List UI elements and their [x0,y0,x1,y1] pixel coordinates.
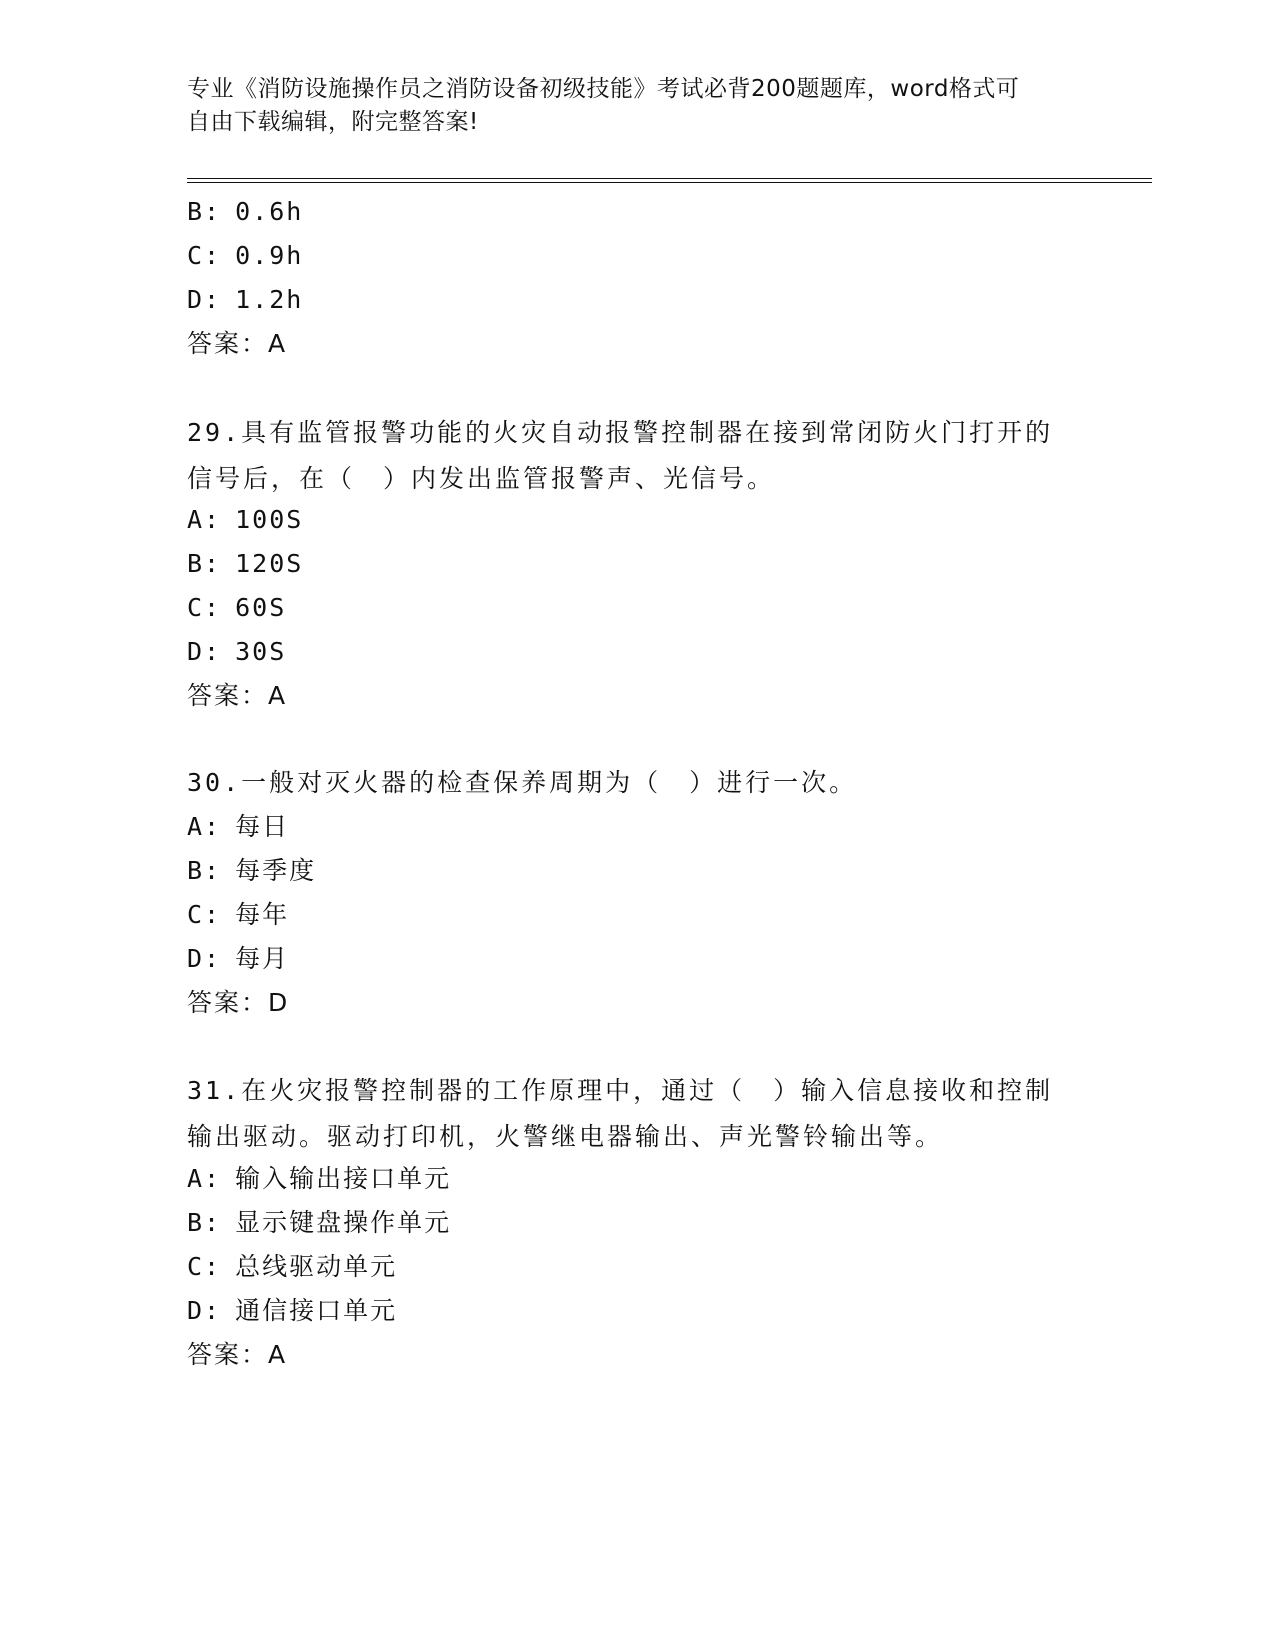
option-label: D: [187,637,222,666]
question-text-line: 信号后，在（ ）内发出监管报警声、光信号。 [187,464,776,493]
question-text-line: 29.具有监管报警功能的火灾自动报警控制器在接到常闭防火门打开的 [187,418,1054,447]
option-b [187,549,303,579]
question-text-line: 30.一般对灭火器的检查保养周期为（ ）进行一次。 [187,768,858,797]
option-text: 60S [235,593,287,622]
option-label: D: [187,1296,222,1325]
header-line-1: 专业《消防设施操作员之消防设备初级技能》考试必背200题题库，word格式可 [187,76,1020,102]
option-d [187,285,303,315]
option-text: 1.2h [235,285,304,314]
option-b [187,856,316,886]
option-label: D: [187,944,222,973]
option-label: A: [187,505,222,534]
option-text: 每日 [235,812,290,841]
option-label: C: [187,900,222,929]
option-label: A: [187,812,222,841]
option-text: 100S [235,505,304,534]
question-text-line: 输出驱动。驱动打印机，火警继电器输出、声光警铃输出等。 [187,1122,944,1151]
option-text: 显示键盘操作单元 [235,1208,452,1237]
option-c [187,900,289,930]
option-text: 120S [235,549,304,578]
option-d [187,637,286,667]
option-text: 0.6h [235,197,304,226]
option-label: A: [187,1164,222,1193]
header-divider-bottom [187,182,1152,183]
option-text: 通信接口单元 [235,1296,398,1325]
option-text: 每月 [235,944,290,973]
answer-line: 答案：A [187,1340,288,1369]
option-text: 总线驱动单元 [235,1252,398,1281]
option-c [187,593,286,623]
option-label: B: [187,549,222,578]
document-header [187,73,1067,139]
answer-line: 答案：D [187,988,290,1017]
option-label: C: [187,241,222,270]
question-29 [187,410,1087,502]
option-label: B: [187,197,222,226]
question-30 [187,760,1087,806]
option-d [187,1296,397,1326]
option-label: C: [187,1252,222,1281]
option-label: B: [187,856,222,885]
option-text: 输入输出接口单元 [235,1164,452,1193]
option-text: 每年 [235,900,290,929]
option-text: 每季度 [235,856,317,885]
option-a [187,812,289,842]
question-text-line: 31.在火灾报警控制器的工作原理中，通过（ ）输入信息接收和控制 [187,1076,1054,1105]
option-label: D: [187,285,222,314]
option-b [187,197,303,227]
header-divider-top [187,178,1152,179]
option-text: 0.9h [235,241,304,270]
answer-line: 答案：A [187,329,288,358]
question-31 [187,1068,1087,1160]
option-b [187,1208,451,1238]
header-line-2: 自由下载编辑，附完整答案! [187,109,479,135]
option-label: B: [187,1208,222,1237]
option-c [187,1252,397,1282]
option-text: 30S [235,637,287,666]
option-c [187,241,303,271]
option-label: C: [187,593,222,622]
option-a [187,1164,451,1194]
option-a [187,505,303,535]
option-d [187,944,289,974]
answer-line: 答案：A [187,681,288,710]
